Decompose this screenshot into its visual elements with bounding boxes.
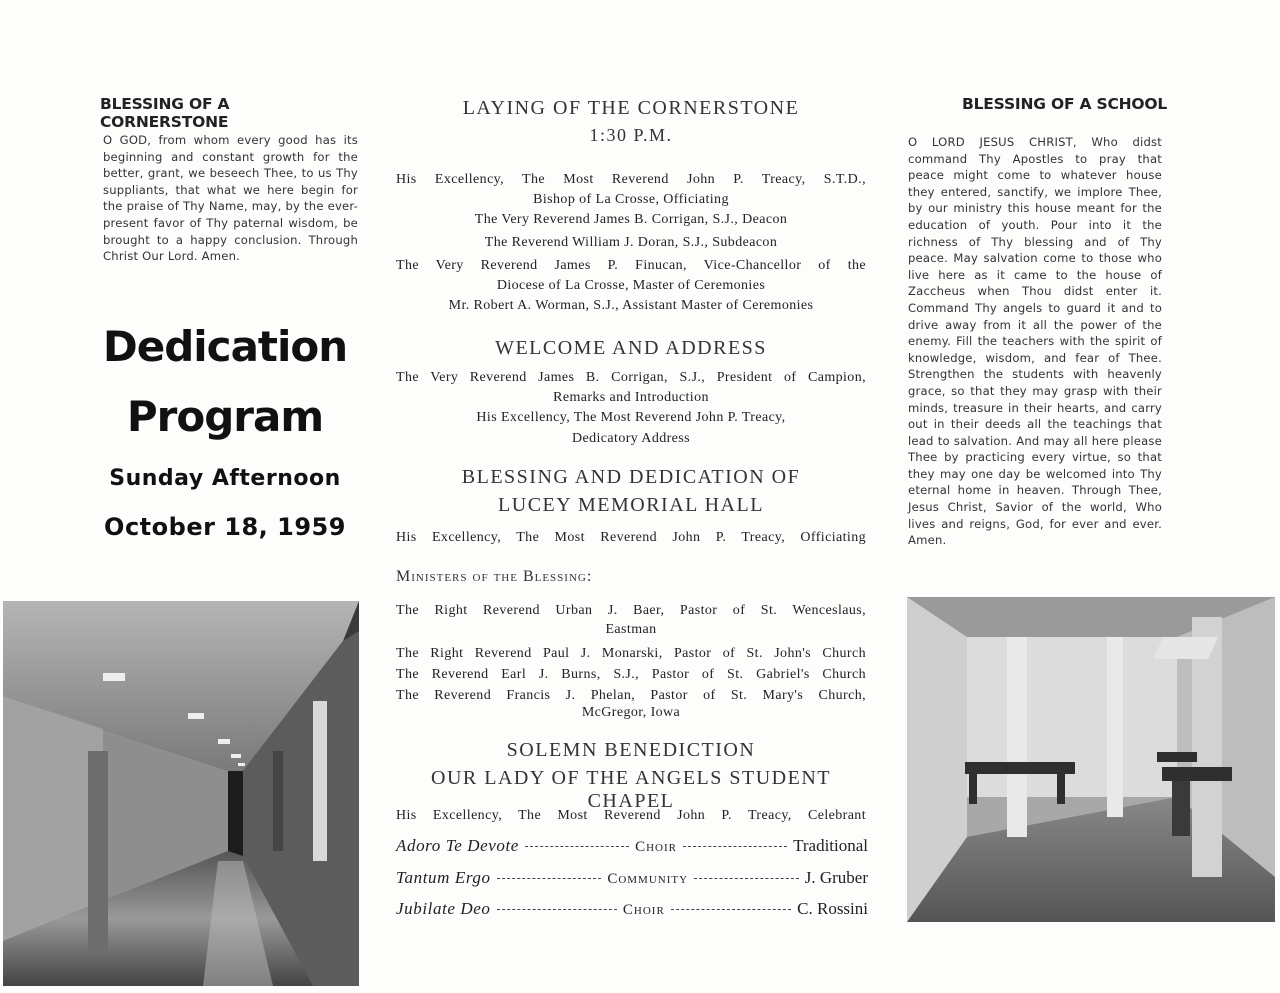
program-title-line2: Program — [126, 392, 324, 441]
program-day: Sunday Afternoon — [109, 466, 341, 491]
program-line: His Excellency, The Most Reverend John P. Treacy, Officiating — [396, 530, 866, 545]
recreation-room-photo — [907, 597, 1275, 922]
hymn-row — [396, 868, 868, 892]
school-blessing-heading: BLESSING OF A SCHOOL — [962, 95, 1168, 113]
leader-dots — [683, 846, 787, 847]
program-title-line1: Dedication — [102, 322, 348, 371]
hymn-author: C. Rossini — [797, 899, 868, 918]
program-line: The Reverend William J. Doran, S.J., Subdeacon — [484, 235, 778, 250]
hallway-photo — [3, 601, 359, 986]
hymn-performer: Choir — [635, 839, 677, 855]
program-line: The Right Reverend Paul J. Monarski, Pastor of St. John's Church — [396, 646, 866, 661]
cornerstone-time: 1:30 P.M. — [589, 125, 673, 145]
leader-dots — [497, 909, 617, 910]
program-line: His Excellency, The Most Reverend John P. Treacy, Celebrant — [396, 808, 866, 823]
chapel-heading: OUR LADY OF THE ANGELS STUDENT CHAPEL — [431, 767, 831, 812]
ministers-heading: Ministers of the Blessing: — [396, 568, 593, 585]
program-line: Mr. Robert A. Worman, S.J., Assistant Master of Ceremonies — [448, 298, 814, 313]
program-line: Bishop of La Crosse, Officiating — [533, 192, 729, 207]
leader-dots — [497, 878, 602, 879]
cornerstone-blessing-heading: BLESSING OF A CORNERSTONE — [100, 95, 230, 131]
program-line: The Very Reverend James P. Finucan, Vice-Chancellor of the — [396, 258, 866, 273]
hymn-author: J. Gruber — [804, 868, 868, 887]
school-blessing-prayer: O LORD JESUS CHRIST, Who didst command Thy Apostles to pray that peace might come to whatever house they entered, sanctify, we implore Thee, by our ministry this house meant for the education of youth. Pour into it the richness of Thy blessing and of Thy peace. May salvation come to those who live here as it came to the house of Zaccheus when Thou didst enter it. Command Thy angels to guard it and to drive away from it all the power of the enemy. Fill the teachers with the spirit of knowledge, wisdom, and fear of Thee. Strengthen the students with heavenly grace, so that they may grasp with their minds, treasure in their hearts, and carry out in their deeds all the teachings that lead to salvation. And may all here please Thee by practicing every virtue, so that they may one day be welcomed into Thy eternal home in heaven. Through Thee, Jesus Christ, Savior of the world, Who lives and reigns, God, for ever and ever. Amen. — [908, 135, 1162, 548]
hymn-performer: Choir — [622, 902, 665, 918]
hall-heading: LUCEY MEMORIAL HALL — [498, 494, 764, 516]
program-line: The Reverend Earl J. Burns, S.J., Pastor of St. Gabriel's Church — [396, 667, 866, 682]
program-line: Diocese of La Crosse, Master of Ceremonies — [496, 278, 766, 293]
program-line: His Excellency, The Most Reverend John P. Treacy, S.T.D., — [396, 172, 866, 187]
welcome-heading: WELCOME AND ADDRESS — [495, 337, 767, 359]
hymn-author: Traditional — [793, 836, 869, 855]
hymn-row — [396, 836, 868, 860]
hymn-title: Jubilate Deo — [396, 899, 491, 918]
benediction-heading: SOLEMN BENEDICTION — [506, 739, 756, 761]
hymn-title: Adoro Te Devote — [396, 836, 519, 855]
program-date: October 18, 1959 — [104, 513, 346, 541]
leader-dots — [694, 878, 799, 879]
hymn-performer: Community — [607, 871, 689, 887]
program-line: The Right Reverend Urban J. Baer, Pastor of St. Wenceslaus, — [396, 603, 866, 618]
program-line: The Reverend Francis J. Phelan, Pastor of St. Mary's Church, — [396, 688, 866, 703]
blessing-heading: BLESSING AND DEDICATION OF — [461, 466, 801, 488]
program-line: Dedicatory Address — [571, 431, 690, 446]
hymn-row — [396, 899, 868, 923]
program-line: The Very Reverend James B. Corrigan, S.J., President of Campion, — [396, 370, 866, 385]
program-line: Remarks and Introduction — [553, 390, 709, 405]
program-line: McGregor, Iowa — [581, 705, 681, 720]
program-line: His Excellency, The Most Reverend John P. Treacy, — [476, 410, 786, 425]
cornerstone-blessing-prayer: O GOD, from whom every good has its beginning and constant growth for the better, grant, we beseech Thee, to us Thy suppliants, that what we here begin for the praise of Thy Name, may, by the ever-present favor of Thy paternal wisdom, be brought to a happy conclusion. Through Christ Our Lord. Amen. — [103, 133, 358, 264]
leader-dots — [671, 909, 791, 910]
hymn-title: Tantum Ergo — [396, 868, 491, 887]
leader-dots — [525, 846, 629, 847]
program-line: Eastman — [605, 622, 657, 637]
cornerstone-heading: LAYING OF THE CORNERSTONE — [462, 97, 800, 119]
program-line: The Very Reverend James B. Corrigan, S.J., Deacon — [474, 212, 788, 227]
